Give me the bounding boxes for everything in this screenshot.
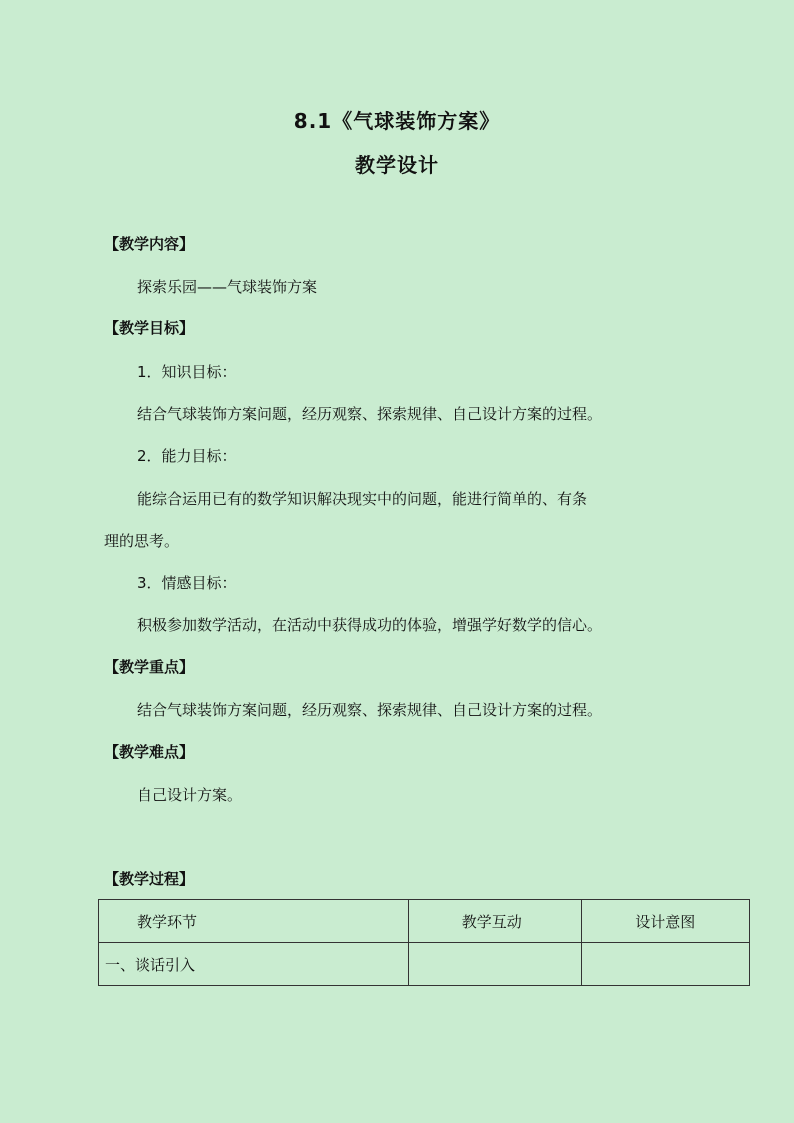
- section-heading-difficulty: 【教学难点】: [104, 743, 195, 761]
- section-heading-content: 【教学内容】: [104, 235, 195, 253]
- goal2-text-line1: 能综合运用已有的数学知识解决现实中的问题，能进行简单的、有条: [137, 490, 588, 508]
- key-points-text: 结合气球装饰方案问题，经历观察、探索规律、自己设计方案的过程。: [137, 701, 603, 719]
- goal3-label: 3．情感目标：: [137, 574, 237, 592]
- content-text: 探索乐园——气球装饰方案: [137, 278, 318, 296]
- goal1-text: 结合气球装饰方案问题，经历观察、探索规律、自己设计方案的过程。: [137, 405, 603, 423]
- table-header-row: [99, 900, 750, 943]
- process-table: [98, 899, 750, 986]
- table-header-interaction: 教学互动: [408, 900, 581, 943]
- difficulty-text: 自己设计方案。: [137, 786, 243, 804]
- table-cell-interaction: [408, 943, 581, 986]
- section-heading-goals: 【教学目标】: [104, 319, 195, 337]
- goal2-label: 2．能力目标：: [137, 447, 237, 465]
- table-cell-stage: 一、谈话引入: [99, 943, 409, 986]
- document-title: 8.1《气球装饰方案》: [293, 109, 501, 133]
- section-heading-process: 【教学过程】: [104, 870, 195, 888]
- table-header-stage: 教学环节: [99, 900, 409, 943]
- document-subtitle: 教学设计: [355, 153, 439, 177]
- goal3-text: 积极参加数学活动，在活动中获得成功的体验，增强学好数学的信心。: [137, 616, 603, 634]
- section-heading-key-points: 【教学重点】: [104, 658, 195, 676]
- goal2-text-line2: 理的思考。: [104, 532, 180, 550]
- table-row: [99, 943, 750, 986]
- goal1-label: 1．知识目标：: [137, 363, 237, 381]
- table-cell-intent: [581, 943, 749, 986]
- table-header-intent: 设计意图: [581, 900, 749, 943]
